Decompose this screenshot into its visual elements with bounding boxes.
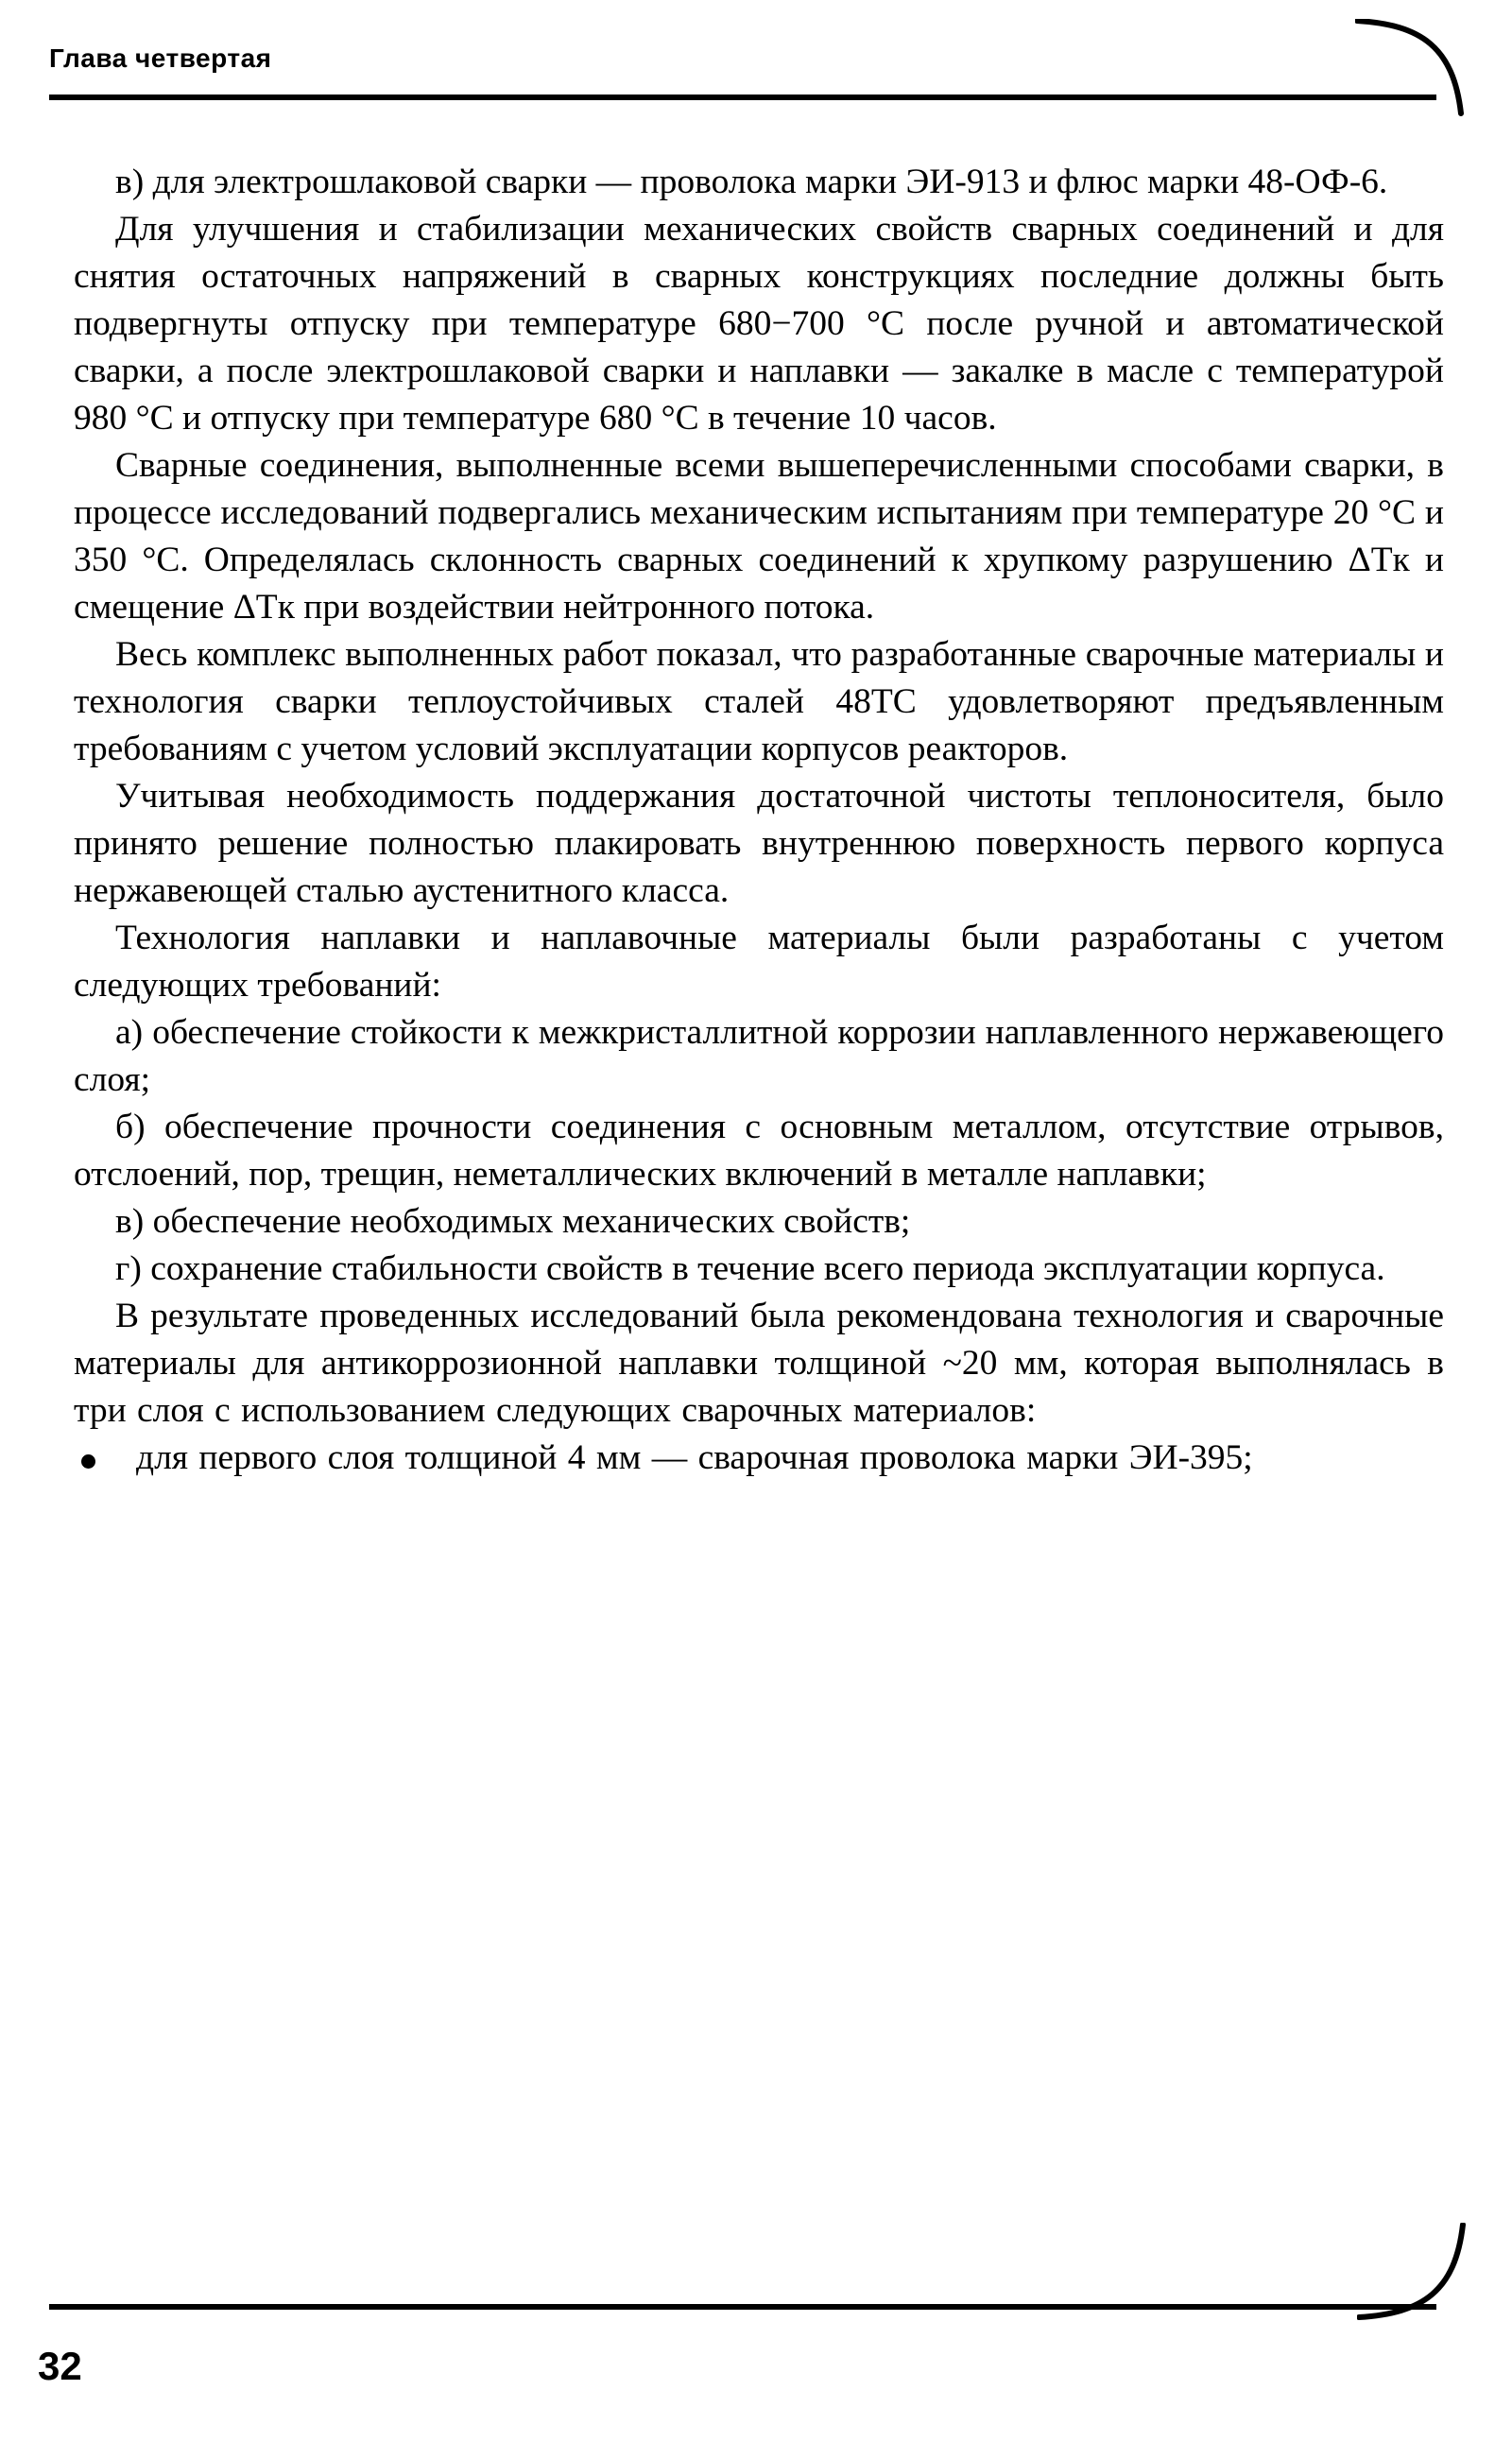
list-item-g: г) сохранение стабильности свойств в течение всего периода эксплуатации корпуса. bbox=[115, 1249, 1385, 1288]
paragraph-technology-intro: Технология наплавки и наплавочные материалы были разработаны с учетом следующих требований: bbox=[74, 919, 1444, 1005]
footer-rule bbox=[49, 2304, 1436, 2310]
header-corner-flourish-icon bbox=[1355, 19, 1469, 117]
bullet-item-text: для первого слоя толщиной 4 мм — сварочная проволока марки ЭИ-395; bbox=[136, 1438, 1253, 1477]
paragraph-a: в) для электрошлаковой сварки — проволока марки ЭИ-913 и флюс марки 48-ОФ-6. bbox=[115, 163, 1388, 201]
chapter-title: Глава четвертая bbox=[49, 43, 272, 73]
paragraph-tempering: Для улучшения и стабилизации механических свойств сварных соединений и для снятия остаточных напряжений в сварных конструкциях последние должны быть подвергнуты отпуску при температуре 680−700 °C после ручной и автоматической сварки, а после электрошлаковой сварки и наплавки — закалке в масле с температурой 980 °C и отпуску при температуре 680 °C в течение 10 часов. bbox=[74, 210, 1444, 438]
paragraph-complex: Весь комплекс выполненных работ показал, что разработанные сварочные материалы и технология сварки теплоустойчивых сталей 48ТС удовлетворяют предъявленным требованиям с учетом условий эксплуатации корпусов реакторов. bbox=[74, 635, 1444, 768]
header-rule bbox=[49, 95, 1436, 100]
list-item-a: а) обеспечение стойкости к межкристаллитной коррозии наплавленного нержавеющего слоя; bbox=[74, 1013, 1444, 1099]
body-text bbox=[74, 159, 1444, 1482]
paragraph-result: В результате проведенных исследований была рекомендована технология и сварочные материалы для антикоррозионной наплавки толщиной ~20 мм, которая выполнялась в три слоя с использованием следующих сварочных материалов: bbox=[74, 1297, 1444, 1430]
list-item-b: б) обеспечение прочности соединения с основным металлом, отсутствие отрывов, отслоений, пор, трещин, неметаллических включений в металле наплавки; bbox=[74, 1108, 1444, 1194]
bullet-item-first-layer bbox=[74, 1435, 1444, 1482]
page-header bbox=[49, 36, 1467, 106]
page-number: 32 bbox=[38, 2344, 82, 2388]
bullet-dot-icon bbox=[81, 1454, 95, 1469]
paragraph-cleanliness: Учитывая необходимость поддержания достаточной чистоты теплоносителя, было принято решение полностью плакировать внутреннюю поверхность первого корпуса нержавеющей сталью аустенитного класса. bbox=[74, 777, 1444, 910]
list-item-v: в) обеспечение необходимых механических свойств; bbox=[115, 1202, 911, 1241]
paragraph-testing: Сварные соединения, выполненные всеми вышеперечисленными способами сварки, в процессе исследований подвергались механическим испытаниям при температуре 20 °C и 350 °C. Определялась склонность сварных соединений к хрупкому разрушению ΔTк и смещение ΔTк при воздействии нейтронного потока. bbox=[74, 446, 1444, 627]
